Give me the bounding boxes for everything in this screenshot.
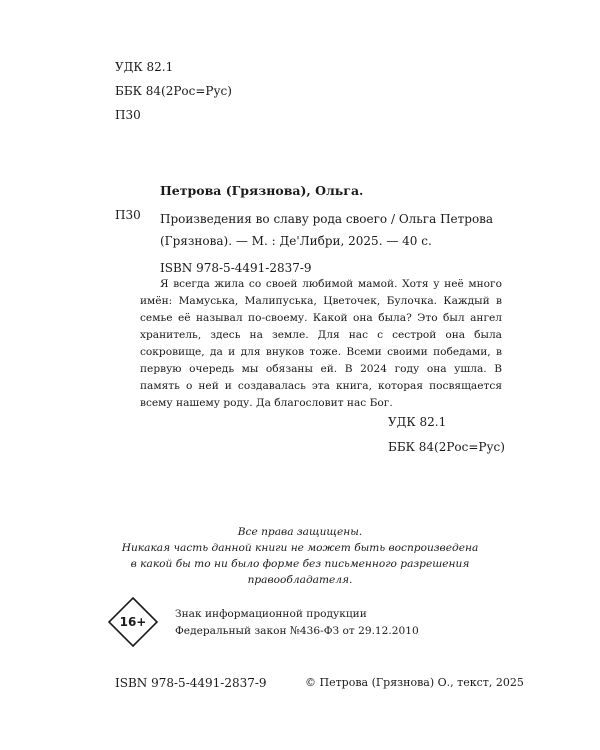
bibliographic-description — [160, 208, 500, 252]
rights-line-3: в какой бы то ни было форме без письменного разрешения правообладателя. — [130, 558, 470, 586]
top-classification-codes — [115, 55, 232, 127]
rights-line-2: Никакая часть данной книги не может быть воспроизведена — [121, 542, 479, 554]
bbk-code-right: ББК 84(2Рос=Рус) — [388, 440, 505, 454]
age-rating-text — [175, 606, 419, 640]
author-code: П30 — [115, 108, 141, 122]
rights-notice — [100, 524, 500, 588]
bbk-code: ББК 84(2Рос=Рус) — [115, 84, 232, 98]
description-line-2: (Грязнова). — М. : Де'Либри, 2025. — 40 с. — [160, 234, 432, 248]
bottom-isbn: ISBN 978-5-4491-2837-9 — [115, 676, 267, 690]
age-rating-label: 16+ — [119, 615, 147, 629]
udk-code-right: УДК 82.1 — [388, 415, 447, 429]
age-rating-line-1: Знак информационной продукции — [175, 608, 367, 620]
author-name: Петрова (Грязнова), Ольга. — [160, 183, 364, 198]
author-mark: П30 — [115, 208, 141, 222]
annotation-text: Я всегда жила со своей любимой мамой. Хотя у неё много имён: Мамуська, Малипуська, Цветочек, Булочка. Каждый в семье её называл по-своему. Какой она была? Это был ангел хранитель, здесь на земле. Для нас с сестрой она была сокровище, да и для внуков тоже. Всеми своими победами, в первую очередь мы обязаны ей. В 2024 году она ушла. В память о ней и создавалась эта книга, которая посвящается всему нашему роду. Да благословит нас Бог. — [140, 278, 502, 409]
copyright-line: © Петрова (Грязнова) О., текст, 2025 — [305, 676, 524, 689]
description-line-1: Произведения во славу рода своего / Ольга Петрова — [160, 212, 494, 226]
udk-code: УДК 82.1 — [115, 60, 174, 74]
rights-line-1: Все права защищены. — [237, 526, 363, 538]
age-rating-badge — [108, 597, 158, 647]
age-rating-line-2: Федеральный закон №436-ФЗ от 29.12.2010 — [175, 625, 419, 637]
right-classification-codes — [388, 410, 505, 460]
isbn-line: ISBN 978-5-4491-2837-9 — [160, 261, 312, 275]
